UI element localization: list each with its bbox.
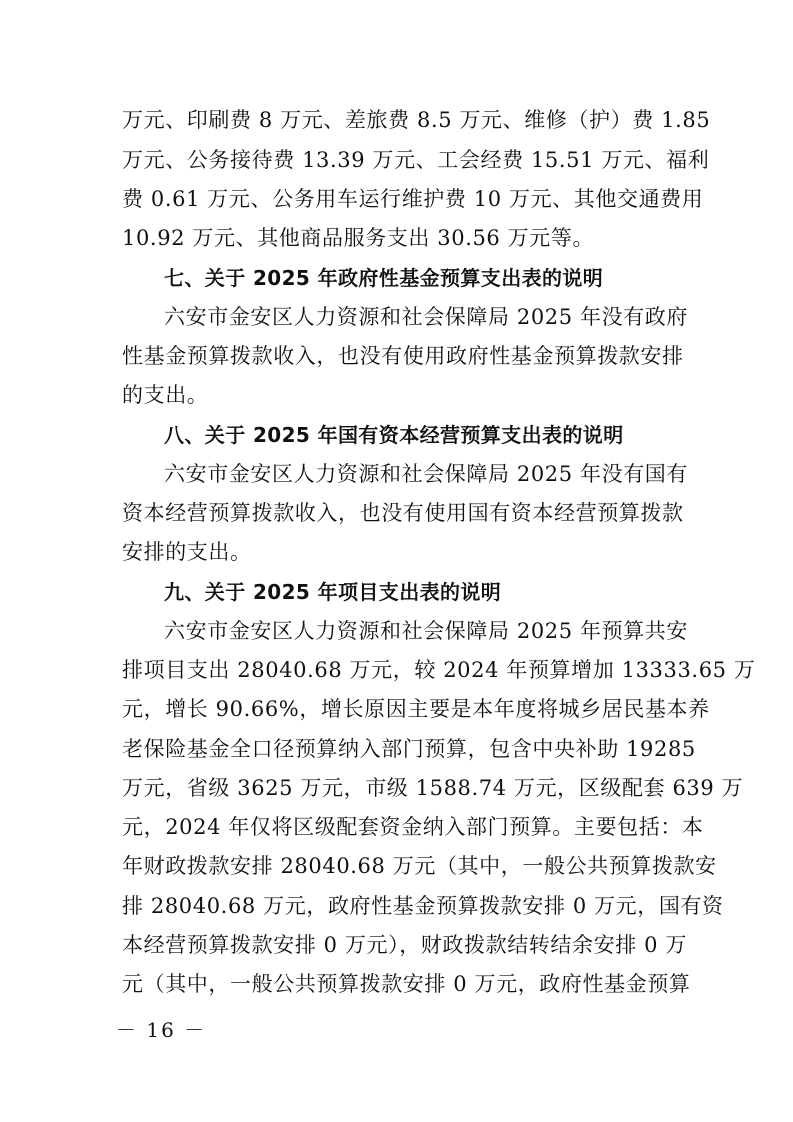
- body-text-line: 元，增长 90.66%，增长原因主要是本年度将城乡居民基本养: [122, 697, 710, 721]
- body-text-line: 元（其中，一般公共预算拨款安排 0 万元，政府性基金预算: [122, 972, 691, 996]
- body-text-line: 六安市金安区人力资源和社会保障局 2025 年没有政府: [164, 305, 688, 329]
- body-text-line: 六安市金安区人力资源和社会保障局 2025 年没有国有: [164, 462, 688, 486]
- body-text-line: 排项目支出 28040.68 万元，较 2024 年预算增加 13333.65 万: [122, 658, 756, 682]
- body-text-line: 元，2024 年仅将区级配套资金纳入部门预算。主要包括：本: [122, 815, 704, 839]
- body-text-line: 万元、印刷费 8 万元、差旅费 8.5 万元、维修（护）费 1.85: [122, 108, 711, 132]
- body-text-line: 费 0.61 万元、公务用车运行维护费 10 万元、其他交通费用: [122, 187, 704, 211]
- body-text-line: 万元，省级 3625 万元，市级 1588.74 万元，区级配套 639 万: [122, 776, 744, 800]
- body-text-line: 排 28040.68 万元，政府性基金预算拨款安排 0 万元，国有资: [122, 894, 724, 918]
- body-text-line: 六安市金安区人力资源和社会保障局 2025 年预算共安: [164, 619, 688, 643]
- section-heading-7: 七、关于 2025 年政府性基金预算支出表的说明: [164, 266, 604, 290]
- body-text-line: 本经营预算拨款安排 0 万元），财政拨款结转结余安排 0 万: [122, 933, 687, 957]
- section-heading-8: 八、关于 2025 年国有资本经营预算支出表的说明: [164, 423, 624, 447]
- body-text-line: 的支出。: [122, 383, 209, 407]
- body-text-line: 10.92 万元、其他商品服务支出 30.56 万元等。: [122, 226, 595, 250]
- body-text-line: 资本经营预算拨款收入，也没有使用国有资本经营预算拨款: [122, 501, 684, 525]
- body-text-line: 年财政拨款安排 28040.68 万元（其中，一般公共预算拨款安: [122, 854, 717, 878]
- page-number: － 16 －: [116, 1018, 207, 1042]
- body-text-line: 安排的支出。: [122, 540, 252, 564]
- section-heading-9: 九、关于 2025 年项目支出表的说明: [164, 580, 502, 604]
- body-text-line: 老保险基金全口径预算纳入部门预算，包含中央补助 19285: [122, 737, 696, 761]
- body-text-line: 性基金预算拨款收入，也没有使用政府性基金预算拨款安排: [122, 344, 684, 368]
- body-text-line: 万元、公务接待费 13.39 万元、工会经费 15.51 万元、福利: [122, 148, 710, 172]
